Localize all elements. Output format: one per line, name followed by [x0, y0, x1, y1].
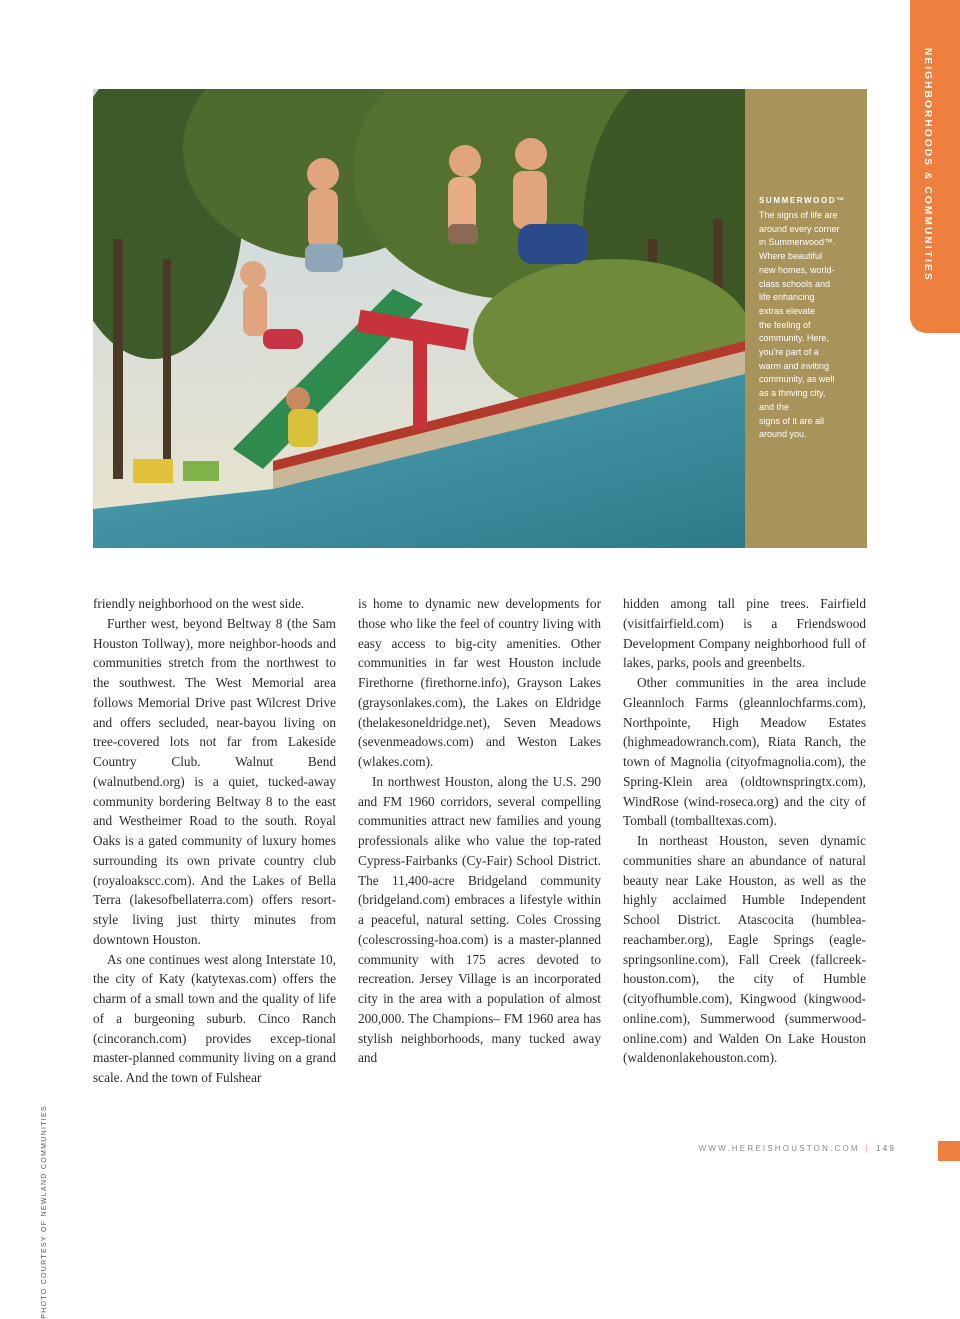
paragraph: friendly neighborhood on the west side.: [93, 596, 305, 611]
page-number: 149: [876, 1144, 896, 1153]
caption-title: SUMMERWOOD™: [759, 196, 846, 205]
pool-photo-illustration: [93, 89, 745, 548]
paragraph: In northwest Houston, along the U.S. 290 and FM 1960 corridors, several compelling communities attract new families and young professionals alike who value the top-rated Cypress-Fairbanks (Cy-Fair) School District. The 11,400-acre Bridgeland community (bridgeland.com) embraces a lifestyle within a peaceful, natural setting. Coles Crossing (colescrossing-hoa.com) is a master-planned community with 175 acres devoted to recreation. Jersey Village is an incorporated city in the area with a population of almost 200,000. The Champions– FM 1960 area has stylish neighborhoods, many tucked away and: [358, 773, 601, 1066]
paragraph: In northeast Houston, seven dynamic communities share an abundance of natural beauty near Lake Houston, as well as the highly acclaimed Humble Independent School District. Atascocita (humblea-reachamber.org), Eagle Springs (eagle-springsonline.com), Fall Creek (fallcreek-houston.com), the city of Humble (cityofhumble.com), Kingwood (kingwood-online.com), Summerwood (summerwood-online.com) and Walden On Lake Houston (waldenonlakehouston.com).: [623, 833, 866, 1066]
section-tab: [910, 0, 960, 333]
article-column-2: [358, 594, 601, 1068]
pool-photo: [93, 89, 745, 548]
footer-url: WWW.HEREISHOUSTON.COM: [698, 1144, 860, 1153]
paragraph: Further west, beyond Beltway 8 (the Sam Houston Tollway), more neighbor-hoods and communities stretch from the northwest to the southwest. The West Memorial area follows Memorial Drive past Wilcrest Drive and offers secluded, near-bayou living on tree-covered lots not far from Lakeside Country Club. Walnut Bend (walnutbend.org) is a quiet, tucked-away community bordering Beltway 8 to the east and Westheimer Road to the south. Royal Oaks is a gated community of luxury homes surrounding its own private country club (royaloakscc.com). And the Lakes of Bella Terra (lakesofbellaterra.com) offers resort-style living just thirty minutes from downtown Houston.: [93, 615, 336, 947]
article-column-1: [93, 594, 336, 1088]
section-tab-label: NEIGHBORHOODS & COMMUNITIES: [922, 48, 933, 282]
paragraph: Other communities in the area include Gleannloch Farms (gleannlochfarms.com), Northpointe, High Meadow Estates (highmeadowranch.com), Riata Ranch, the town of Magnolia (cityofmagnolia.com), the Spring-Klein area (oldtownspringtx.com), WindRose (wind-roseca.org) and the city of Tomball (tomballtexas.com).: [623, 675, 866, 829]
corner-accent: [938, 1141, 960, 1161]
page-footer: [699, 1144, 896, 1153]
photo-credit: PHOTO COURTESY OF NEWLAND COMMUNITIES: [41, 1105, 48, 1319]
photo-caption-panel: [745, 89, 867, 548]
caption-body: The signs of life are around every corner in Summerwood™. Where beautiful new homes, world- class schools and life enhancing extras elevate the feeling of community. Here, you're part of a warm and inviting community, as well as a thriving city, and the signs of it are all around you.: [759, 210, 840, 440]
paragraph: is home to dynamic new developments for those who like the feel of country living with easy access to big-city amenities. Other communities in far west Houston include Firethorne (firethorne.info), Grayson Lakes (graysonlakes.com), the Lakes on Eldridge (thelakesoneldridge.net), Seven Meadows (sevenmeadows.com) and Weston Lakes (wlakes.com).: [358, 596, 601, 769]
footer-separator: |: [865, 1144, 871, 1153]
paragraph: hidden among tall pine trees. Fairfield (visitfairfield.com) is a Friendswood Development Company neighborhood full of lakes, parks, pools and greenbelts.: [623, 596, 866, 671]
article-column-3: [623, 594, 866, 1068]
paragraph: As one continues west along Interstate 10, the city of Katy (katytexas.com) offers the charm of a small town and the quality of life of a burgeoning suburb. Cinco Ranch (cincoranch.com) provides excep-tional master-planned community living on a grand scale. And the town of Fulshear: [93, 951, 336, 1085]
